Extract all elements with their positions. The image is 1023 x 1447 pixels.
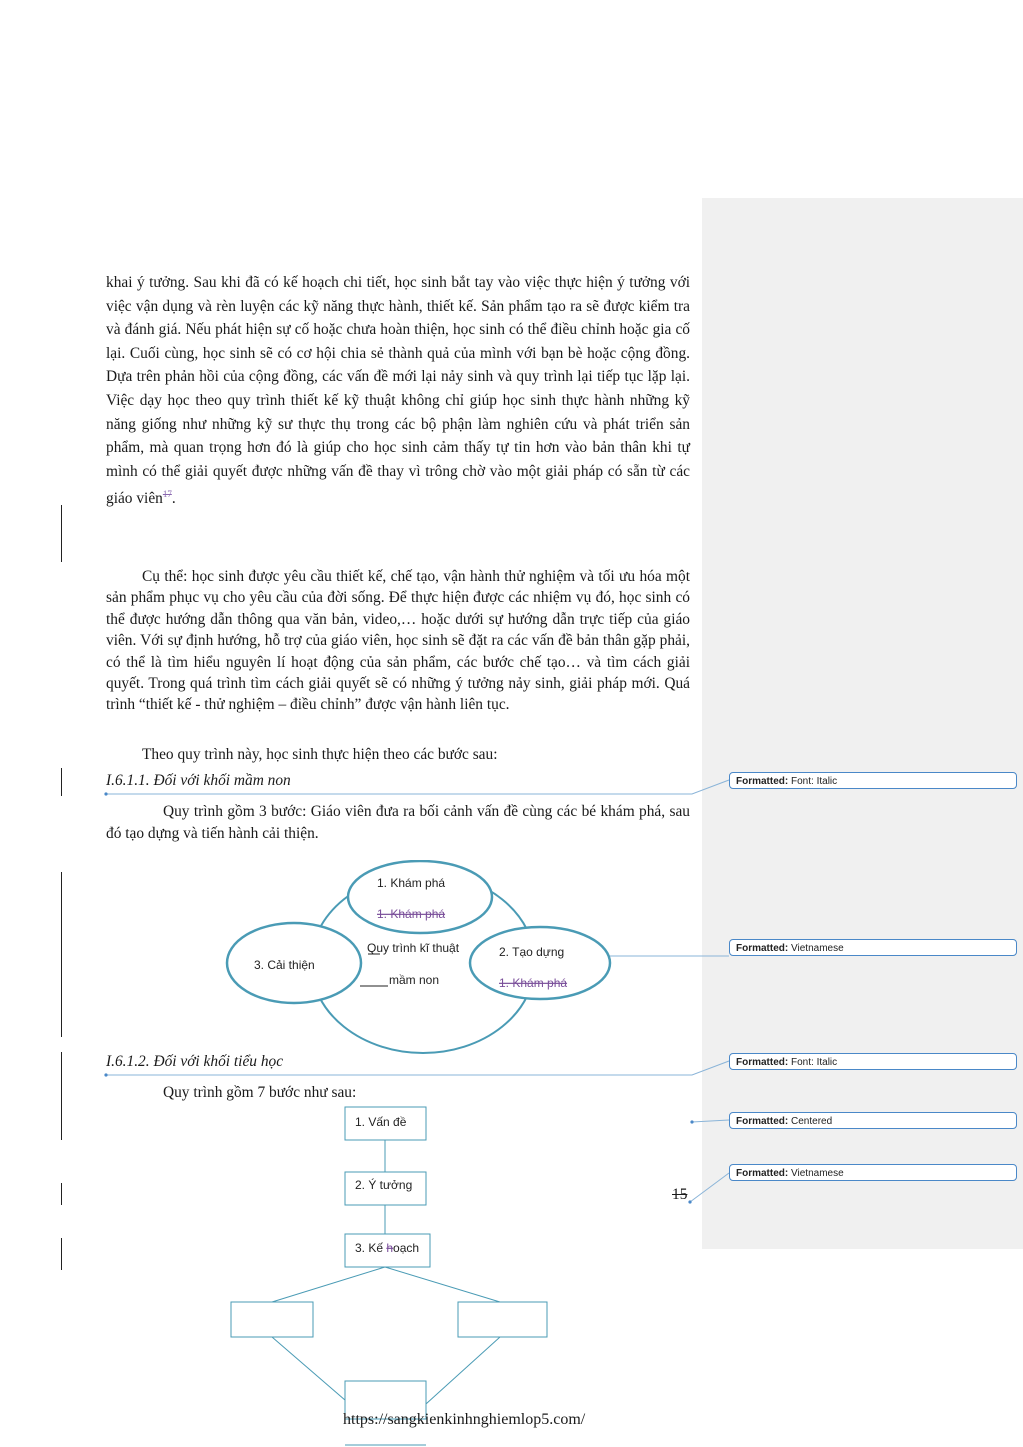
format-comment-balloon[interactable] [729,1053,1017,1070]
step1-label: 1. Khám phá [377,876,446,890]
paragraph-text: khai ý tưởng. Sau khi đã có kế hoạch chi tiết, học sinh bắt tay vào việc thực hiện ý tưởng với việc vận dụng và rèn luyện các kỹ năng thực hành, thiết kế. Sản phẩm tạo ra sẽ được kiểm tra và đánh giá. Nếu phát hiện sự cố hoặc chưa hoàn thiện, học sinh có thể điều chỉnh hoặc gia cố lại. Cuối cùng, học sinh sẽ có cơ hội chia sẻ thành quả của mình với bạn bè hoặc cộng đồng. Dựa trên phản hồi của cộng đồng, các vấn đề mới lại nảy sinh và quy trình lại tiếp tục lặp lại. Việc dạy học theo quy trình thiết kế kỹ thuật không chỉ giúp học sinh thực hành những kỹ năng giống như những kỹ sư thực thụ trong các bộ phận làm nghiên cứu và phát triển sản phẩm, mà quan trọng hơn đó là giúp cho học sinh cảm thấy tự tin hơn vào bản thân khi tự mình có thể giải quyết được những vấn đề thay vì trông chờ vào một giải pháp có sẵn từ các giáo viên [106,274,690,508]
connector-line [416,1337,500,1413]
comment-label: Formatted: [736,1168,789,1179]
primary-process-diagram [220,1100,580,1447]
format-comment-balloon[interactable] [729,939,1017,956]
comment-value: Vietnamese [791,943,844,954]
body-paragraph: Theo quy trình này, học sinh thực hiện theo các bước sau: [142,746,498,763]
body-paragraph: Cụ thể: học sinh được yêu cầu thiết kế, chế tạo, vận hành thử nghiệm và tối ưu hóa một sản phẩm phục vụ cho yêu cầu của đời sống. Để thực hiện được các nhiệm vụ đó, học sinh có thể được hướng dẫn thông qua văn bản, video,… hoặc dưới sự hướng dẫn trực tiếp của giáo viên. Với sự định hướng, hỗ trợ của giáo viên, học sinh sẽ đặt ra các vấn đề bản thân gặp phải, có thể là tìm hiểu nguyên lí hoạt động của sản phẩm, các bước chế tạo… và tìm cách giải quyết. Trong quá trình tìm cách giải quyết sẽ có những ý tưởng nảy sinh, giải pháp mới. Quá trình “thiết kế - thử nghiệm – điều chỉnh” được vận hành liên tục. [106,568,690,714]
change-bar [61,505,62,562]
comment-value: Font: Italic [791,776,838,787]
center-label-line2: mầm non [389,973,440,987]
step2-label: 2. Ý tưởng [355,1178,413,1192]
comment-label: Formatted: [736,776,789,787]
section-heading: I.6.1.1. Đối với khối mầm non [106,772,291,789]
step2-label: 2. Tạo dựng [499,945,565,959]
comment-value: Font: Italic [791,1057,838,1068]
comment-label: Formatted: [736,1057,789,1068]
connector-line [385,1267,500,1302]
comment-label: Formatted: [736,1116,789,1127]
section-heading: I.6.1.2. Đối với khối tiểu học [106,1053,284,1070]
step3-label: 3. Cải thiện [254,958,315,972]
footnote-ref[interactable]: 17 [162,489,172,500]
anchor-dot [104,792,107,795]
change-bar [61,872,62,1037]
comment-label: Formatted: [736,943,789,954]
anchor-dot [104,1073,107,1076]
connector-line [272,1267,385,1302]
center-label-line1: Quy trình kĩ thuật [367,941,460,955]
step2-deleted-label: 1. Khám phá [499,976,568,990]
format-comment-balloon[interactable] [729,772,1017,789]
step1-ellipse [348,861,492,933]
change-bar [61,1052,62,1140]
page-number: 15 [672,1186,688,1203]
markup-pane [702,198,1023,1249]
anchor-dot [688,1200,691,1203]
step1-label: 1. Vấn đề [355,1115,407,1129]
step5-box [458,1302,547,1337]
body-paragraph: Quy trình gồm 7 bước như sau: [163,1084,357,1101]
step1-deleted-label: 1. Khám phá [377,907,446,921]
step4-box [231,1302,313,1337]
anchor-dot [690,1120,693,1123]
step3-label: 3. Kế hoạch [355,1241,420,1255]
paragraph-text: . [171,490,176,508]
body-paragraph: Quy trình gồm 3 bước: Giáo viên đưa ra bối cảnh vấn đề cùng các bé khám phá, sau đó tạo dựng và tiến hành cải thiện. [106,803,690,842]
body-paragraph [106,271,690,511]
format-comment-balloon[interactable] [729,1112,1017,1129]
change-bar [61,1183,62,1205]
comment-value: Centered [791,1116,833,1127]
change-bar [61,768,62,796]
change-bar [61,1238,62,1270]
preschool-process-diagram [220,860,620,1060]
comment-value: Vietnamese [791,1168,844,1179]
footer-url[interactable]: https://sangkienkinhnghiemlop5.com/ [343,1411,586,1428]
format-comment-balloon[interactable] [729,1164,1017,1181]
